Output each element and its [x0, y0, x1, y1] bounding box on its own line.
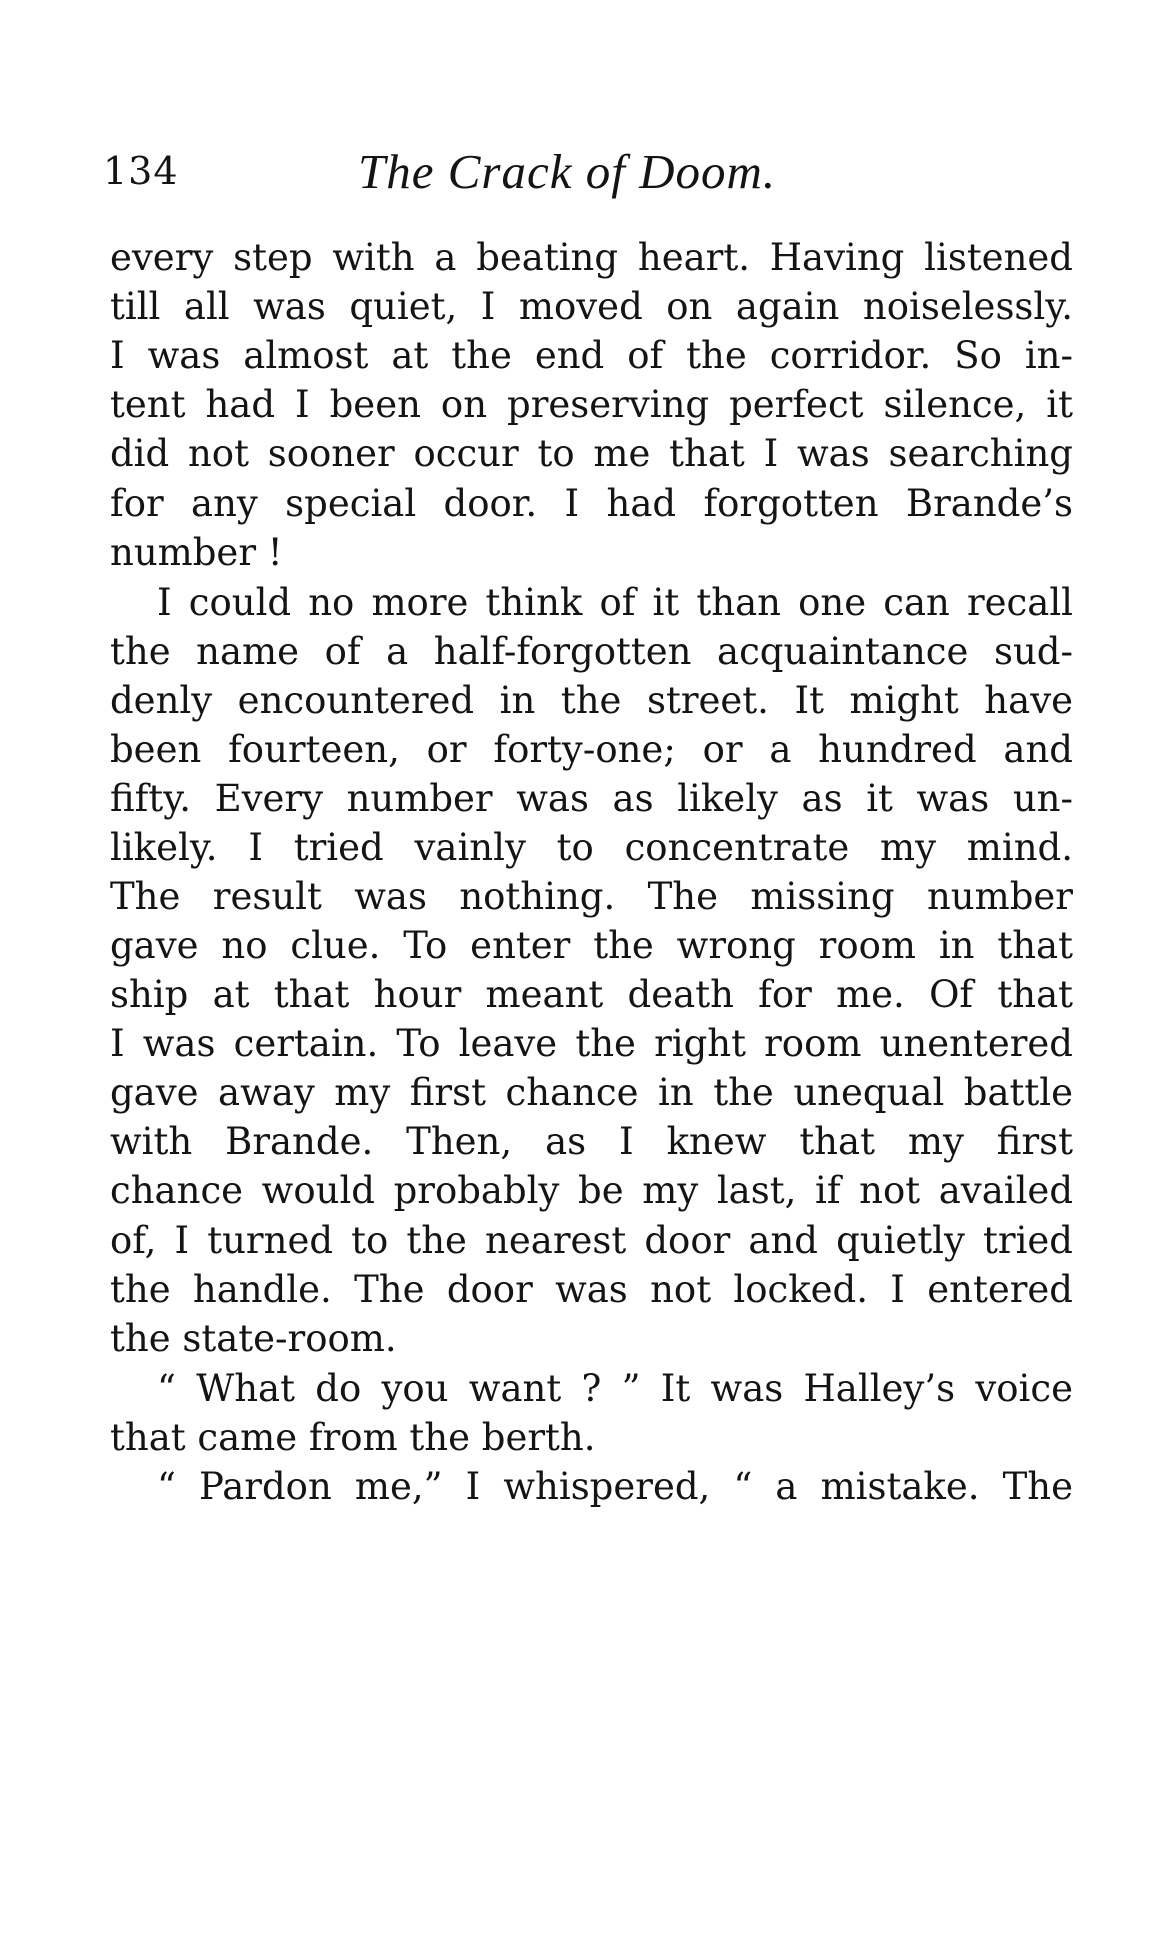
- page-number: 134: [103, 149, 179, 193]
- text-line: likely. I tried vainly to concentrate my mind.: [110, 826, 1073, 869]
- text-line: the name of a half-forgotten acquaintance sud-: [110, 630, 1073, 673]
- text-line: the state-room.: [110, 1317, 397, 1360]
- text-line: “ Pardon me,” I whispered, “ a mistake. The: [157, 1465, 1073, 1508]
- text-line: number !: [110, 531, 283, 574]
- page-header: [103, 143, 1083, 203]
- text-line: “ What do you want ? ” It was Halley’s voice: [157, 1367, 1073, 1410]
- text-line: that came from the berth.: [110, 1416, 596, 1459]
- text-line: I was almost at the end of the corridor. So in-: [110, 334, 1073, 377]
- text-line: for any special door. I had forgotten Brande’s: [110, 482, 1073, 525]
- text-line: the handle. The door was not locked. I entered: [110, 1268, 1073, 1311]
- text-line: gave away my first chance in the unequal battle: [110, 1071, 1073, 1114]
- text-line: with Brande. Then, as I knew that my first: [110, 1120, 1073, 1163]
- text-line: did not sooner occur to me that I was searching: [110, 432, 1073, 475]
- text-line: fifty. Every number was as likely as it was un-: [110, 777, 1073, 820]
- text-line: gave no clue. To enter the wrong room in that: [110, 924, 1073, 967]
- running-head: The Crack of Doom.: [358, 144, 777, 199]
- text-line: chance would probably be my last, if not availed: [110, 1169, 1073, 1212]
- text-line: denly encountered in the street. It might have: [110, 679, 1073, 722]
- text-line: tent had I been on preserving perfect silence, it: [110, 383, 1073, 426]
- text-line: every step with a beating heart. Having listened: [110, 236, 1073, 279]
- text-line: till all was quiet, I moved on again noiselessly.: [110, 285, 1073, 328]
- text-line: been fourteen, or forty-one; or a hundred and: [110, 728, 1073, 771]
- text-line: The result was nothing. The missing number: [110, 875, 1073, 918]
- text-line: I was certain. To leave the right room unentered: [110, 1022, 1073, 1065]
- text-line: of, I turned to the nearest door and quietly tried: [110, 1219, 1073, 1262]
- text-line: ship at that hour meant death for me. Of that: [110, 973, 1073, 1016]
- text-line: I could no more think of it than one can recall: [157, 581, 1073, 624]
